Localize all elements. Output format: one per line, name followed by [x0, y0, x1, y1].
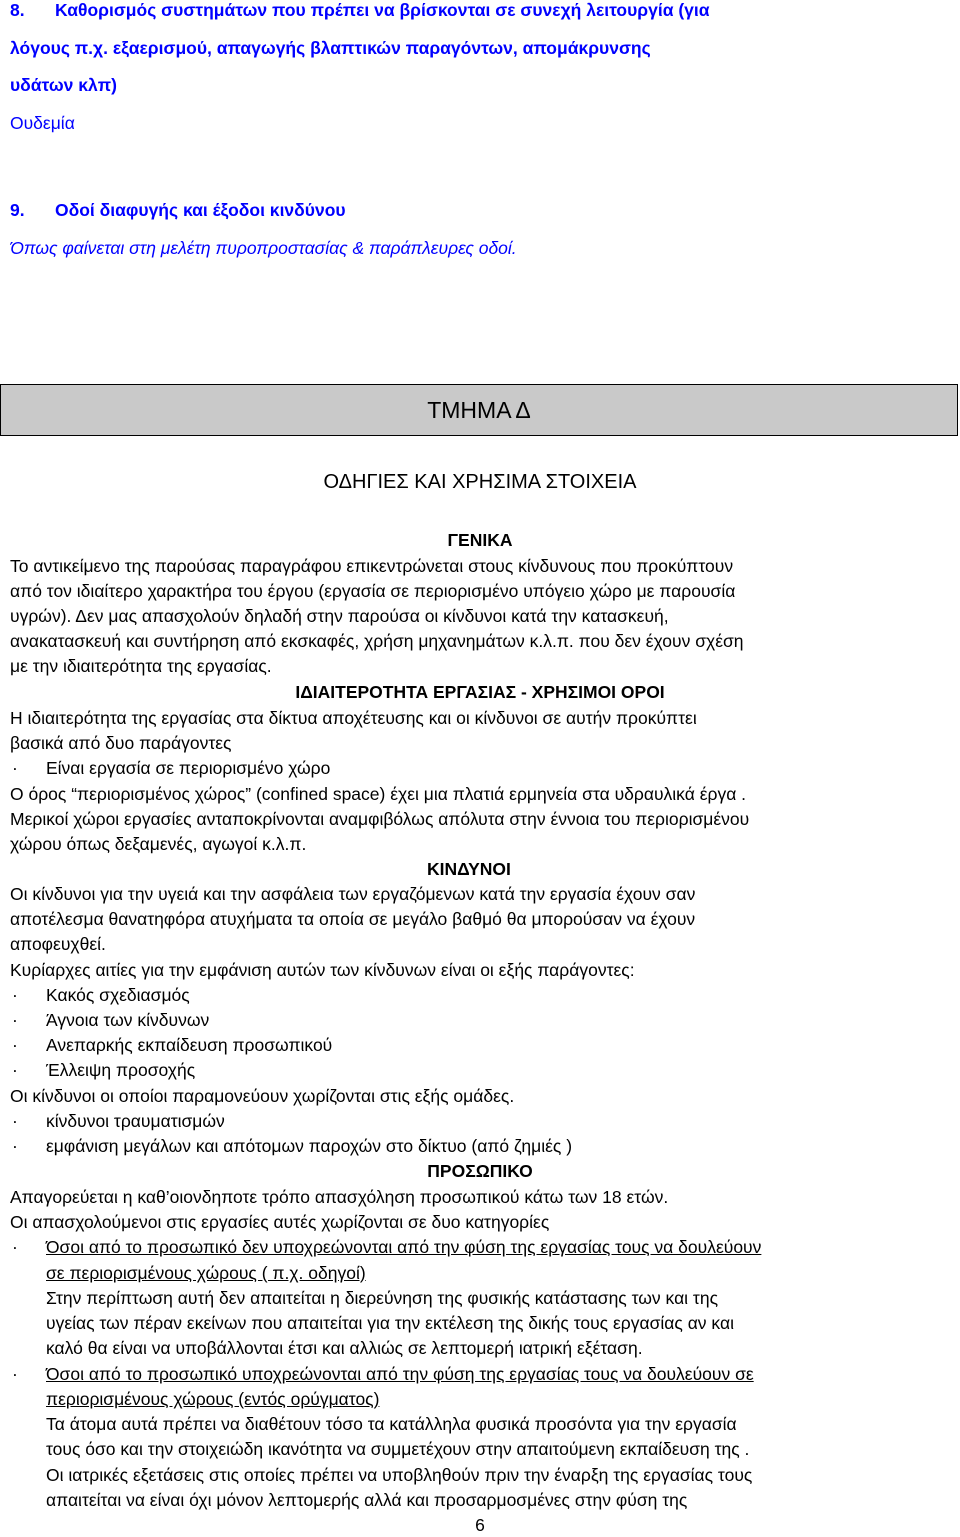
- dangers-line-3: αποφευχθεί.: [10, 934, 106, 954]
- bullet-marker: ·: [12, 1136, 18, 1156]
- bullet-marker: ·: [12, 1111, 18, 1131]
- general-line-5: με την ιδιαιτερότητα της εργασίας.: [10, 656, 272, 676]
- category1-line-2: σε περιορισμένους χώρους ( π.χ. οδηγοί): [46, 1263, 366, 1283]
- group-item: εμφάνιση μεγάλων και απότομων παροχών στο δίκτυο (από ζημιές ): [46, 1136, 573, 1156]
- personnel-line-1: Απαγορεύεται η καθ’οιονδηποτε τρόπο απασχόληση προσωπικού κάτω των 18 ετών.: [10, 1187, 669, 1207]
- item8-title-line3: υδάτων κλπ): [10, 75, 117, 95]
- dangers-line-2: αποτέλεσμα θανατηφόρα ατυχήματα τα οποία σε μεγάλο βαθμό θα μπορούσαν να έχουν: [10, 909, 696, 929]
- cause-item: Άγνοια των κίνδυνων: [46, 1010, 210, 1030]
- item9-title: Οδοί διαφυγής και έξοδοι κινδύνου: [55, 200, 346, 220]
- category2-line-1: Όσοι από το προσωπικό υποχρεώνονται από την φύση της εργασίας τους να δουλεύουν σε: [46, 1364, 754, 1384]
- cause-item: Έλλειψη προσοχής: [46, 1060, 196, 1080]
- specifics-line-1: Η ιδιαιτερότητα της εργασίας στα δίκτυα αποχέτευσης και οι κίνδυνοι σε αυτήν προκύπτει: [10, 708, 697, 728]
- item8-answer: Ουδεμία: [10, 113, 75, 133]
- specifics-line-2: βασικά από δυο παράγοντες: [10, 733, 232, 753]
- bullet-marker: ·: [12, 758, 18, 778]
- page-number: 6: [475, 1515, 485, 1535]
- personnel-line-2: Οι απασχολούμενοι στις εργασίες αυτές χωρίζονται σε δυο κατηγορίες: [10, 1212, 550, 1232]
- bullet-marker: ·: [12, 1060, 18, 1080]
- general-line-2: από τον ιδιαίτερο χαρακτήρα του έργου (εργασία σε περιορισμένο υπόγειο χώρο με παρουσία: [10, 581, 736, 601]
- category2-text-3: Οι ιατρικές εξετάσεις στις οποίες πρέπει να υποβληθούν πριν την έναρξη της εργασίας τους: [46, 1465, 753, 1485]
- general-line-4: ανακατασκευή και συντήρηση από εκσκαφές, χρήση μηχανημάτων κ.λ.π. που δεν έχουν σχέση: [10, 631, 744, 651]
- section-label: ΤΜΗΜΑ Δ: [427, 396, 531, 423]
- category1-text-1: Στην περίπτωση αυτή δεν απαιτείται η διερεύνηση της φυσικής κατάστασης των και της: [46, 1288, 719, 1308]
- category1-text-2: υγείας των πέραν εκείνων που απαιτείται για την εκτέλεση της δικής τους εργασίας αν και: [46, 1313, 734, 1333]
- category1-line-1: Όσοι από το προσωπικό δεν υποχρεώνονται από την φύση της εργασίας τους να δουλεύουν: [46, 1237, 762, 1257]
- specifics-after-3: χώρου όπως δεξαμενές, αγωγοί κ.λ.π.: [10, 834, 307, 854]
- category1-text-3: καλό θα είναι να υποβάλλονται έτσι και αλλιώς σε λεπτομερή ιατρική εξέταση.: [46, 1338, 643, 1358]
- general-line-1: Το αντικείμενο της παρούσας παραγράφου επικεντρώνεται στους κίνδυνους που προκύπτουν: [10, 556, 734, 576]
- bullet-marker: ·: [12, 985, 18, 1005]
- category2-text-1: Τα άτομα αυτά πρέπει να διαθέτουν τόσο τα κατάλληλα φυσικά προσόντα για την εργασία: [46, 1414, 737, 1434]
- dangers-heading: ΚΙΝΔΥΝΟΙ: [427, 859, 511, 879]
- item9-answer: Όπως φαίνεται στη μελέτη πυροπροστασίας & παράπλευρες οδοί.: [10, 238, 517, 258]
- cause-item: Ανεπαρκής εκπαίδευση προσωπικού: [46, 1035, 333, 1055]
- specifics-heading: ΙΔΙΑΙΤΕΡΟΤΗΤΑ ΕΡΓΑΣΙΑΣ - ΧΡΗΣΙΜΟΙ ΟΡΟΙ: [295, 682, 665, 702]
- general-heading: ΓΕΝΙΚΑ: [447, 530, 513, 550]
- dangers-line-1: Οι κίνδυνοι για την υγειά και την ασφάλεια των εργαζόμενων κατά την εργασία έχουν σαν: [10, 884, 696, 904]
- bullet-marker: ·: [12, 1035, 18, 1055]
- cause-item: Κακός σχεδιασμός: [46, 985, 190, 1005]
- groups-intro: Οι κίνδυνοι οι οποίοι παραμονεύουν χωρίζονται στις εξής ομάδες.: [10, 1086, 515, 1106]
- personnel-heading: ΠΡΟΣΩΠΙΚΟ: [427, 1161, 533, 1181]
- specifics-after-1: Ο όρος “περιορισμένος χώρος” (confined space) έχει μια πλατιά ερμηνεία στα υδραυλικά έργα .: [10, 784, 747, 804]
- dangers-line-4: Κυρίαρχες αιτίες για την εμφάνιση αυτών των κίνδυνων είναι οι εξής παράγοντες:: [10, 960, 635, 980]
- specifics-after-2: Μερικοί χώροι εργασίες ανταποκρίνονται αναμφιβόλως απόλυτα στην έννοια του περιορισμένου: [10, 809, 750, 829]
- bullet-marker: ·: [12, 1237, 18, 1257]
- category2-text-4: απαιτείται να είναι όχι μόνον λεπτομερής αλλά και προσαρμοσμένες στην φύση της: [46, 1490, 688, 1510]
- section-title: ΟΔΗΓΙΕΣ ΚΑΙ ΧΡΗΣΙΜΑ ΣΤΟΙΧΕΙΑ: [323, 471, 637, 493]
- bullet-marker: ·: [12, 1010, 18, 1030]
- category2-text-2: τους όσο και την στοιχειώδη ικανότητα να συμμετέχουν στην απαιτούμενη εκπαίδευση της .: [46, 1439, 750, 1459]
- item8-title-line1: Καθορισμός συστημάτων που πρέπει να βρίσκονται σε συνεχή λειτουργία (για: [55, 0, 710, 20]
- item8-title-line2: λόγους π.χ. εξαερισμού, απαγωγής βλαπτικών παραγόντων, απομάκρυνσης: [10, 38, 651, 58]
- group-item: κίνδυνοι τραυματισμών: [46, 1111, 225, 1131]
- bullet-marker: ·: [12, 1364, 18, 1384]
- category2-line-2: περιορισμένους χώρους (εντός ορύγματος): [46, 1389, 380, 1409]
- general-line-3: υγρών). Δεν μας απασχολούν δηλαδή στην παρούσα οι κίνδυνοι κατά την κατασκευή,: [10, 606, 669, 626]
- item8-number: 8.: [10, 0, 25, 20]
- section-header-box: [0, 384, 958, 436]
- item9-number: 9.: [10, 200, 25, 220]
- specifics-bullet: Είναι εργασία σε περιορισμένο χώρο: [46, 758, 331, 778]
